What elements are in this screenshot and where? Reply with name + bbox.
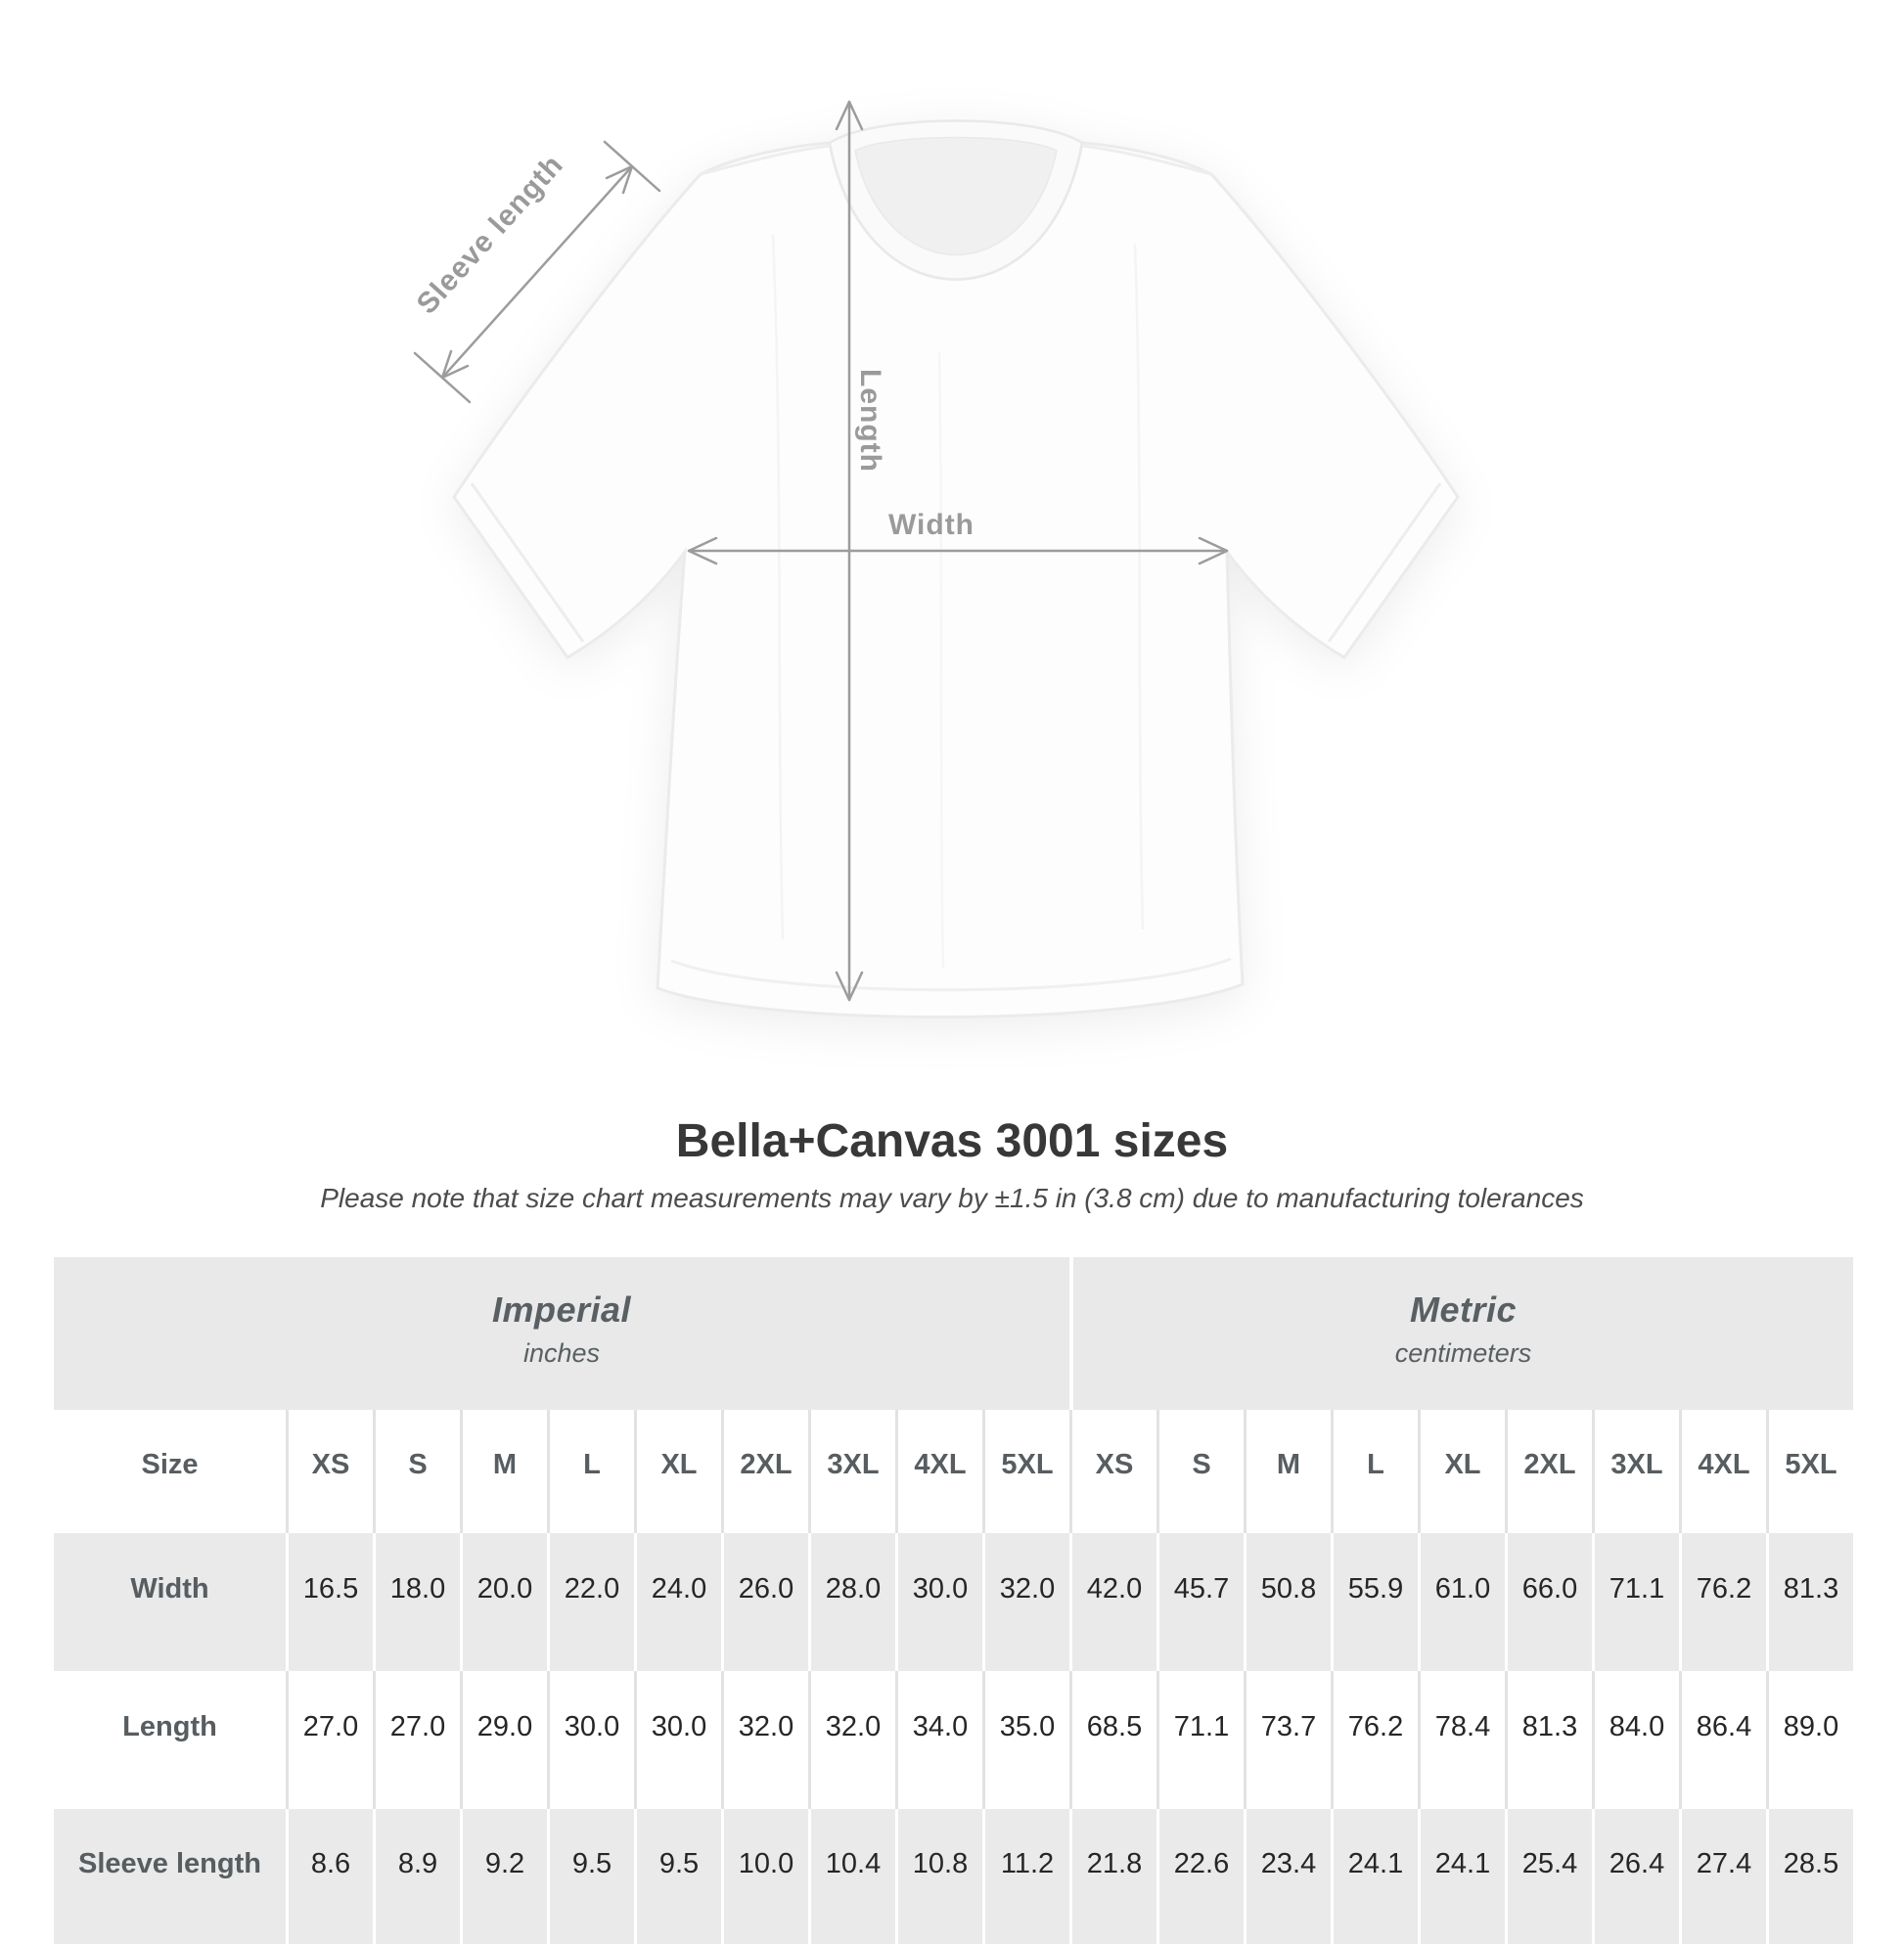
measurement-value: 86.4 — [1679, 1671, 1766, 1809]
measurement-value: 71.1 — [1592, 1533, 1679, 1671]
imperial-section-unit: inches — [522, 1337, 601, 1368]
measurement-value: 28.5 — [1766, 1809, 1853, 1944]
tolerance-note: Please note that size chart measurements may vary by ±1.5 in (3.8 cm) due to manufacturing tolerances — [320, 1183, 1584, 1213]
title-block — [0, 1115, 1904, 1215]
imperial-band — [54, 1257, 1069, 1410]
measurement-value: 26.4 — [1592, 1809, 1679, 1944]
measurement-value: 30.0 — [634, 1671, 721, 1809]
row-label: Width — [54, 1533, 286, 1671]
size-column-header: 2XL — [721, 1410, 808, 1533]
sleeve-length-label: Sleeve length — [410, 148, 570, 321]
size-corner-label: Size — [54, 1410, 286, 1533]
measurement-value: 24.1 — [1418, 1809, 1505, 1944]
measurement-value: 8.9 — [373, 1809, 460, 1944]
size-column-header: XS — [286, 1410, 373, 1533]
measurement-row-length — [54, 1671, 1853, 1809]
measurement-value: 30.0 — [547, 1671, 634, 1809]
measurement-value: 76.2 — [1679, 1533, 1766, 1671]
measurement-value: 8.6 — [286, 1809, 373, 1944]
measurement-value: 42.0 — [1069, 1533, 1156, 1671]
metric-section-unit: centimeters — [1394, 1337, 1532, 1368]
measurement-value: 18.0 — [373, 1533, 460, 1671]
measurement-value: 30.0 — [895, 1533, 982, 1671]
measurement-value: 10.4 — [808, 1809, 895, 1944]
measurement-value: 27.0 — [373, 1671, 460, 1809]
measurement-value: 89.0 — [1766, 1671, 1853, 1809]
measurement-value: 20.0 — [460, 1533, 547, 1671]
measurement-value: 81.3 — [1766, 1533, 1853, 1671]
measurement-value: 22.0 — [547, 1533, 634, 1671]
length-label: Length — [854, 369, 886, 473]
measurement-value: 55.9 — [1331, 1533, 1418, 1671]
size-column-header: 3XL — [808, 1410, 895, 1533]
size-column-header: 3XL — [1592, 1410, 1679, 1533]
measurement-row-width — [54, 1533, 1853, 1671]
measurement-value: 66.0 — [1505, 1533, 1592, 1671]
metric-band — [1069, 1257, 1853, 1410]
size-header-row — [54, 1410, 1853, 1533]
measurement-value: 28.0 — [808, 1533, 895, 1671]
measurement-value: 22.6 — [1156, 1809, 1244, 1944]
measurement-value: 61.0 — [1418, 1533, 1505, 1671]
measurement-value: 78.4 — [1418, 1671, 1505, 1809]
size-column-header: XS — [1069, 1410, 1156, 1533]
size-column-header: L — [1331, 1410, 1418, 1533]
measurement-value: 84.0 — [1592, 1671, 1679, 1809]
size-column-header: XL — [634, 1410, 721, 1533]
size-column-header: M — [1244, 1410, 1331, 1533]
measurement-value: 11.2 — [982, 1809, 1069, 1944]
measurement-value: 10.8 — [895, 1809, 982, 1944]
measurement-value: 27.0 — [286, 1671, 373, 1809]
measurement-value: 73.7 — [1244, 1671, 1331, 1809]
size-column-header: 5XL — [982, 1410, 1069, 1533]
row-label: Length — [54, 1671, 286, 1809]
imperial-section-title: Imperial — [491, 1288, 632, 1330]
measurement-value: 26.0 — [721, 1533, 808, 1671]
row-label: Sleeve length — [54, 1809, 286, 1944]
measurement-value: 32.0 — [808, 1671, 895, 1809]
metric-section-title: Metric — [1409, 1288, 1518, 1330]
measurement-value: 35.0 — [982, 1671, 1069, 1809]
measurement-value: 68.5 — [1069, 1671, 1156, 1809]
size-column-header: XL — [1418, 1410, 1505, 1533]
measurement-value: 27.4 — [1679, 1809, 1766, 1944]
measurement-value: 34.0 — [895, 1671, 982, 1809]
measurement-value: 32.0 — [982, 1533, 1069, 1671]
size-table-grid — [54, 1257, 1853, 1944]
measurement-value: 32.0 — [721, 1671, 808, 1809]
size-column-header: M — [460, 1410, 547, 1533]
width-label: Width — [887, 509, 975, 541]
size-column-header: S — [373, 1410, 460, 1533]
measurement-row-sleeve-length — [54, 1809, 1853, 1944]
measurement-value: 71.1 — [1156, 1671, 1244, 1809]
measurement-value: 29.0 — [460, 1671, 547, 1809]
measurement-value: 24.1 — [1331, 1809, 1418, 1944]
units-band-row — [54, 1257, 1853, 1410]
size-column-header: 4XL — [895, 1410, 982, 1533]
measurement-value: 24.0 — [634, 1533, 721, 1671]
measurement-value: 25.4 — [1505, 1809, 1592, 1944]
measurement-value: 21.8 — [1069, 1809, 1156, 1944]
measurement-value: 9.5 — [634, 1809, 721, 1944]
measurement-value: 9.5 — [547, 1809, 634, 1944]
measurement-value: 16.5 — [286, 1533, 373, 1671]
measurement-value: 76.2 — [1331, 1671, 1418, 1809]
measurement-value: 50.8 — [1244, 1533, 1331, 1671]
measurement-value: 10.0 — [721, 1809, 808, 1944]
size-column-header: 2XL — [1505, 1410, 1592, 1533]
measurement-value: 23.4 — [1244, 1809, 1331, 1944]
size-table — [54, 1257, 1853, 1879]
measurement-value: 45.7 — [1156, 1533, 1244, 1671]
size-column-header: 4XL — [1679, 1410, 1766, 1533]
size-column-header: L — [547, 1410, 634, 1533]
measurement-value: 9.2 — [460, 1809, 547, 1944]
tshirt-body — [454, 121, 1458, 1017]
size-column-header: 5XL — [1766, 1410, 1853, 1533]
page-title: Bella+Canvas 3001 sizes — [675, 1115, 1229, 1167]
measurement-value: 81.3 — [1505, 1671, 1592, 1809]
size-column-header: S — [1156, 1410, 1244, 1533]
